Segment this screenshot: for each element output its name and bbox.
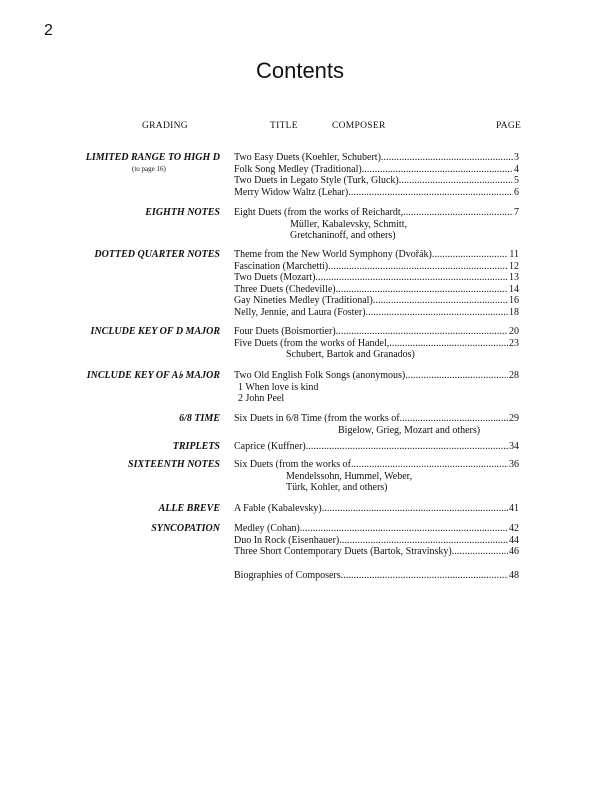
entry-page: 13 — [509, 272, 519, 284]
grade-heading: 6/8 TIME — [179, 413, 220, 424]
dot-leader — [432, 249, 509, 261]
dot-leader — [366, 307, 508, 319]
dot-leader — [300, 523, 508, 535]
entry-list — [234, 207, 519, 242]
entry-page: 23 — [509, 337, 519, 349]
toc-entry[interactable] — [234, 413, 519, 425]
entry-page: 5 — [514, 175, 519, 187]
entry-title: Merry Widow Waltz (Lehar) — [234, 186, 349, 198]
grade-heading: LIMITED RANGE TO HIGH D — [85, 152, 220, 163]
dot-leader — [389, 338, 508, 350]
toc-entry[interactable] — [234, 523, 519, 535]
dot-leader — [351, 459, 508, 471]
entry-page: 6 — [514, 186, 519, 198]
header-grading: GRADING — [142, 121, 188, 131]
toc-entry[interactable] — [234, 338, 519, 350]
entry-title: Nelly, Jennie, and Laura (Foster) — [234, 306, 366, 318]
entry-page: 48 — [509, 570, 519, 581]
entry-list — [234, 370, 519, 405]
dot-leader — [399, 175, 513, 187]
entry-list — [234, 503, 519, 515]
toc-entry[interactable] — [234, 272, 519, 284]
toc-entry[interactable] — [234, 164, 519, 176]
entry-title: Gay Nineties Medley (Traditional) — [234, 295, 373, 307]
toc-entry[interactable] — [234, 570, 519, 582]
toc-entry[interactable] — [234, 459, 519, 471]
entry-title: Eight Duets (from the works of Reichardt, — [234, 207, 404, 218]
entry-page: 20 — [509, 326, 519, 337]
toc-entry[interactable] — [234, 370, 519, 382]
dot-leader — [348, 187, 513, 199]
entry-title: Folk Song Medley (Traditional) — [234, 163, 362, 175]
dot-leader — [403, 207, 513, 219]
entry-page: 29 — [509, 413, 519, 424]
dot-leader — [452, 546, 508, 558]
dot-leader — [362, 164, 513, 176]
dot-leader — [316, 272, 509, 284]
toc-entry[interactable] — [234, 175, 519, 187]
toc-entry[interactable] — [234, 152, 519, 164]
entry-page: 14 — [509, 283, 519, 295]
entry-continuation: Türk, Kohler, and others) — [286, 482, 388, 494]
entry-list — [234, 326, 519, 361]
entry-page: 12 — [509, 260, 519, 272]
entry-page: 34 — [509, 441, 519, 452]
toc-entry[interactable] — [234, 284, 519, 296]
grade-note: (to page 16) — [132, 165, 166, 173]
entry-page: 28 — [509, 370, 519, 381]
entry-list — [234, 152, 519, 198]
entry-page: 11 — [509, 249, 519, 260]
toc-entry[interactable] — [234, 249, 519, 261]
toc-entry[interactable] — [234, 295, 519, 307]
grade-heading: EIGHTH NOTES — [145, 207, 220, 218]
entry-continuation: Gretchaninoff, and others) — [290, 230, 396, 242]
entry-title: A Fable (Kabalevsky) — [234, 503, 322, 514]
dot-leader — [328, 261, 508, 273]
entry-title: Six Duets (from the works of — [234, 459, 351, 470]
grade-heading: SIXTEENTH NOTES — [128, 459, 220, 470]
entry-continuation: Schubert, Bartok and Granados) — [286, 349, 415, 361]
entry-list — [234, 413, 519, 436]
entry-title: Three Duets (Chedeville) — [234, 283, 336, 295]
entry-page: 4 — [514, 163, 519, 175]
grade-heading: ALLE BREVE — [158, 503, 220, 514]
entry-list — [234, 523, 519, 558]
toc-entry[interactable] — [234, 441, 519, 453]
entry-continuation: Bigelow, Grieg, Mozart and others) — [338, 424, 481, 436]
entry-page: 41 — [509, 503, 519, 514]
grade-heading: INCLUDE KEY OF D MAJOR — [90, 326, 220, 337]
entry-title: Medley (Cohan) — [234, 523, 300, 534]
dot-leader — [336, 326, 508, 338]
entry-page: 18 — [509, 306, 519, 318]
dot-leader — [339, 535, 508, 547]
toc-entry[interactable] — [234, 503, 519, 515]
entry-title: Five Duets (from the works of Handel, — [234, 337, 390, 349]
entry-list — [234, 249, 519, 319]
toc-entry[interactable] — [234, 546, 519, 558]
entry-page: 44 — [509, 534, 519, 546]
entry-continuation: 2 John Peel — [238, 393, 285, 405]
header-page: PAGE — [496, 121, 522, 131]
entry-list — [234, 441, 519, 453]
entry-title: Two Duets in Legato Style (Turk, Gluck) — [234, 175, 399, 187]
toc-entry[interactable] — [234, 261, 519, 273]
entry-title: Six Duets in 6/8 Time (from the works of. — [234, 413, 403, 424]
entry-list — [234, 459, 519, 494]
entry-title: Fascination (Marchetti) — [234, 260, 329, 272]
page-title: Contents — [255, 58, 345, 83]
entry-list — [234, 570, 519, 582]
dot-leader — [306, 441, 508, 453]
entry-title: Four Duets (Boismortier) — [234, 326, 336, 337]
entry-title: Two Old English Folk Songs (anonymous) — [234, 370, 406, 381]
entry-title: Three Short Contemporary Duets (Bartok, Stravinsky) — [234, 546, 452, 558]
toc-entry[interactable] — [234, 307, 519, 319]
grade-heading: DOTTED QUARTER NOTES — [94, 249, 220, 260]
grade-heading: TRIPLETS — [172, 441, 220, 452]
toc-entry[interactable] — [234, 535, 519, 547]
page-number: 2 — [44, 22, 53, 39]
entry-continuation: Mendelssohn, Hummel, Weber, — [286, 470, 413, 482]
dot-leader — [405, 370, 508, 382]
header-composer: COMPOSER — [332, 121, 386, 131]
dot-leader — [402, 413, 508, 425]
dot-leader — [373, 295, 508, 307]
entry-title: Two Easy Duets (Koehler, Schubert) — [234, 152, 381, 163]
entry-page: 3 — [514, 152, 519, 163]
dot-leader — [336, 284, 508, 296]
entry-title: Two Duets (Mozart) — [234, 272, 316, 284]
entry-title: Biographies of Composers — [234, 570, 341, 581]
entry-title: Caprice (Kuffner) — [234, 441, 306, 452]
toc-entry[interactable] — [234, 187, 519, 199]
dot-leader — [322, 503, 508, 515]
dot-leader — [381, 152, 513, 164]
grade-heading: SYNCOPATION — [151, 523, 220, 534]
entry-page: 42 — [509, 523, 519, 534]
entry-page: 16 — [509, 295, 519, 307]
grade-heading: INCLUDE KEY OF A♭ MAJOR — [86, 370, 220, 381]
toc-entry[interactable] — [234, 207, 519, 219]
entry-page: 46 — [509, 546, 519, 558]
toc-entry[interactable] — [234, 326, 519, 338]
entry-title: Theme from the New World Symphony (Dvořák) — [234, 249, 432, 260]
entry-continuation: Müller, Kabalevsky, Schmitt, — [290, 218, 407, 230]
entry-page: 36 — [509, 459, 519, 470]
dot-leader — [341, 570, 508, 582]
entry-title: Duo In Rock (Eisenhauer) — [234, 534, 340, 546]
entry-continuation: 1 When love is kind — [238, 381, 319, 393]
entry-page: 7 — [514, 207, 519, 218]
header-title: TITLE — [270, 121, 298, 131]
